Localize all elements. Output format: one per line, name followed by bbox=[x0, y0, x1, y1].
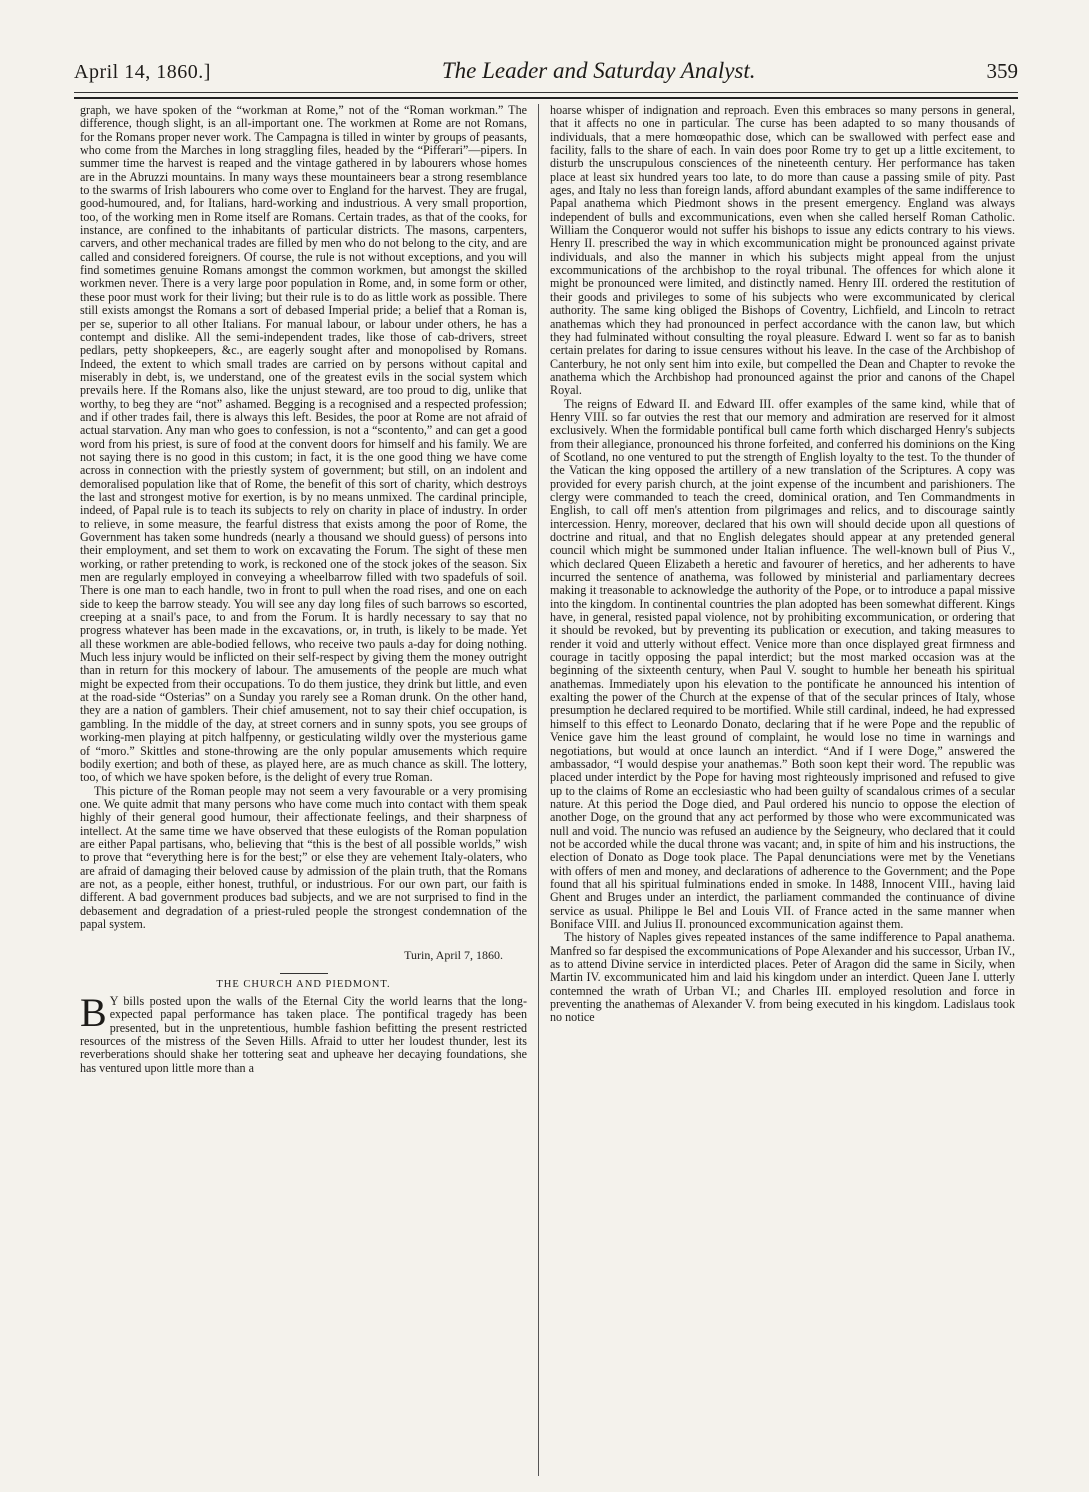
left-column bbox=[80, 104, 527, 1482]
article-paragraph: This picture of the Roman people may not seem a very favourable or a very promising one. We quite admit that many persons who have come much into contact with them speak highly of their general good humour, their affectionate feelings, and their sharpness of intellect. At the same time we have observed that these eulogists of the Roman population are either Papal partisans, who, believing that “this is the best of all possible worlds,” wish to prove that “everything here is for the best;” or else they are vehement Italy-olaters, who are afraid of damaging their beloved cause by admission of the plain truth, that the Romans are not, as a people, either honest, truthful, or industrious. For our own part, our faith is different. A bad government produces bad subjects, and we are not surprised to find in the debasement and degradation of a priest-ruled people the strongest condemnation of the papal system. bbox=[80, 783, 527, 931]
dateline: Turin, April 7, 1860. bbox=[404, 948, 503, 963]
header-rule bbox=[74, 92, 1018, 93]
page-number: 359 bbox=[986, 59, 1018, 83]
issue-date: April 14, 1860.] bbox=[74, 61, 211, 83]
right-column bbox=[550, 104, 1015, 1482]
drop-cap: B bbox=[80, 990, 107, 1035]
article-paragraph: The reigns of Edward II. and Edward III. offer examples of the same kind, while that of Henry VIII. so far outvies the rest that our memory and admiration are reserved for it almost exclusively. When the formidable pontifical bull came forth which discharged Henry's subjects from their allegiance, pronounced his throne forfeited, and conferred his dominions on the King of Scotland, no one ventured to put the strength of English loyalty to the test. To the thunder of the Vatican the king opposed the artillery of a new translation of the Scriptures. A copy was provided for every parish church, at the joint expense of the incumbent and parishioners. The clergy were commanded to teach the creed, dominical oration, and Ten Commandments in English, to call off men's attention from pilgrimages and relics, and to discourage saintly intercession. Henry, moreover, declared that his own will should decide upon all questions of doctrine and ritual, and that no English delegates should appear at any pretended general council which might be summoned under Italian influence. The well-known bull of Pius V., which declared Queen Elizabeth a heretic and favourer of heretics, and her adherents to have incurred the sentence of anathema, was followed by ministerial and parliamentary decrees making it treasonable to acknowledge the authority of the Pope, or to introduce a papal missive into the kingdom. In continental countries the plan adopted has been somewhat different. Kings have, in general, resisted papal violence, not by prohibiting excommunication, or ordering that it should be revoked, but by preventing its publication or execution, and taking measures to render it void and utterly without effect. Venice more than once displayed great firmness and courage in tacitly opposing the papal interdict; but the most marked occasion was at the beginning of the sixteenth century, when Paul V. sought to humble her beneath his spiritual anathemas. Immediately upon his elevation to the pontificate he announced his intention of exalting the power of the Church at the expense of that of the secular princes of Italy, whose presumption he declared required to be mortified. While still cardinal, indeed, he had expressed himself to this effect to Leonardo Donato, declaring that if he were Pope and the republic of Venice gave him the least ground of complaint, he would lose no time in warnings and negotiations, but would at once launch an interdict. “And if I were Doge,” answered the ambassador, “I would despise your anathemas.” Both soon kept their word. The republic was placed under interdict by the Pope for having most righteously imprisoned and refused to give up to the claims of Rome an ecclesiastic who had been guilty of scandalous crimes of a secular nature. At this period the Doge died, and Paul ordered his nuncio to oppose the election of another Doge, on the ground that any act performed by those who were excommunicated was null and void. The nuncio was refused an audience by the Seigneury, who declared that it could not be accorded while the ducal throne was vacant; and, in spite of him and his instructions, the election of Donato as Doge took place. The Papal denunciations were met by the Venetians with offers of men and money, and declarations of adherence to the Government; and the Pope found that all his spiritual fulminations ended in smoke. In 1488, Innocent VIII., having laid Ghent and Bruges under an interdict, the parliament commanded the continuance of divine service as usual. Philippe le Bel and Louis VII. of France acted in the same manner when Boniface VIII. and Julius II. pronounced excommunication against them. bbox=[550, 396, 1015, 931]
section-title: THE CHURCH AND PIEDMONT. bbox=[216, 978, 391, 990]
article-paragraph: hoarse whisper of indignation and reproach. Even this embraces so many persons in general, that it affects no one in particular. The curse has been adapted to so many thousands of individuals, that a mere homœopathic dose, which can be swallowed with perfect ease and facility, falls to the share of each. In vain does poor Rome try to get up a little excitement, to disturb the unscrupulous consciences of the nineteenth century. Her performance has taken place at least six hundred years too late, to do more than cause a passing smile of pity. Past ages, and Italy no less than foreign lands, afford abundant examples of the same indifference to Papal anathema which Piedmont shows in the present emergency. England was always independent of bulls and excommunications, even when she called herself Roman Catholic. William the Conqueror would not suffer his bishops to issue any edicts contrary to his views. Henry II. prescribed the way in which excommunication might be pronounced against private individuals, and also the manner in which his subjects might appeal from the unjust excommunications of the archbishop to the royal tribunal. The offences for which alone it might be pronounced were limited, and distinctly named. Henry III. ordered the restitution of their goods and privileges to some of his subjects who were excommunicated by clerical authority. The same king obliged the Bishops of Coventry, Lichfield, and Lincoln to retract anathemas which they had pronounced in perfect accordance with the canon law, but which they had fulminated without consulting the royal pleasure. Edward I. went so far as to banish certain prelates for daring to issue censures without his leave. In the case of the Archbishop of Canterbury, he not only sent him into exile, but compelled the Dean and Chapter to revoke the anathema which the Archbishop had pronounced against the prior and canons of the Chapel Royal. bbox=[550, 104, 1015, 398]
column-divider bbox=[538, 104, 539, 1476]
section-divider bbox=[280, 973, 328, 974]
article-paragraph: The history of Naples gives repeated instances of the same indifference to Papal anathema. Manfred so far despised the excommunications of Pope Alexander and his successor, Urban IV., as to attend Divine service in interdicted places. Peter of Aragon did the same in Sicily, when Martin IV. excommunicated him and laid his kingdom under an interdict. Queen Jane I. utterly contemned the wrath of Urban VI.; and Charles III. employed resolution and force in preventing the anathemas of Alexander V. from being executed in his kingdom. Ladislaus took no notice bbox=[550, 930, 1015, 1025]
section-paragraph-text: Y bills posted upon the walls of the Eternal City the world learns that the long-expected papal performance has taken place. The pontifical tragedy has been presented, but in the unpretentious, humble fashion befitting the present restricted resources of the mistress of the Seven Hills. Afraid to utter her loudest thunder, lest its reverberations should shake her tottering seat and upheave her decaying foundations, she has ventured upon little more than a bbox=[80, 994, 527, 1075]
page-header bbox=[74, 58, 1018, 90]
article-paragraph: graph, we have spoken of the “workman at Rome,” not of the “Roman workman.” The difference, though slight, is an all-important one. The workmen at Rome are not Romans, for the Romans proper never work. The Campagna is tilled in winter by groups of peasants, who come from the Marches in long straggling files, headed by the “Pifferari”—pipers. In summer time the harvest is reaped and the vintage gathered in by labourers whose homes are in the Abruzzi mountains. In many ways these mountaineers bear a strong resemblance to the swarms of Irish labourers who come over to England for the harvest. They are frugal, good-humoured, and, for Italians, hard-working and industrious. A very small proportion, too, of the working men in Rome itself are Romans. Certain trades, as that of the cooks, for instance, are confined to the inhabitants of particular districts. The masons, carpenters, carvers, and other mechanical trades are filled by men who do not belong to the city, and are called and considered foreigners. Of course, the rule is not without exceptions, and you will find sometimes genuine Romans amongst the common workmen, but amongst the skilled workmen never. There is a very large poor population in Rome, and, in some form or other, these poor must work for their living; but their rule is to do as little work as possible. There still exists amongst the Romans a sort of debased Imperial pride; a belief that a Roman is, per se, superior to all other Italians. For manual labour, or labour under others, he has a contempt and dislike. All the semi-independent trades, like those of cab-drivers, street pedlars, petty shopkeepers, &c., are eagerly sought after and monopolised by Romans. Indeed, the extent to which small trades are carried on by persons without capital and miserably in debt, is, we understand, one of the greatest evils in the social system which prevails here. If the Romans also, like the unjust steward, are too proud to dig, unlike that worthy, to beg they are “not” ashamed. Begging is a recognised and a respected profession; and if other trades fail, there is always this left. Besides, the poor at Rome are not afraid of actual starvation. Any man who goes to confession, is not a “scontento,” and can get a good word from his priest, is sure of food at the convent doors for himself and his family. We are not saying there is no good in this custom; in fact, it is the one good thing we have come across in connection with the priestly system of government; but still, on an indolent and demoralised population like that of Rome, the benefit of this sort of charity, which destroys the last and strongest motive for exertion, is by no means unmixed. The cardinal principle, indeed, of Papal rule is to teach its subjects to rely on charity in place of industry. In order to relieve, in some measure, the fearful distress that exists among the poor of Rome, the Government has taken some hundreds (nearly a thousand we should guess) of persons into their employment, and set them to work on excavating the Forum. The sight of these men working, or rather pretending to work, is reckoned one of the stock jokes of the season. Six men are regularly employed in conveying a wheelbarrow filled with two spadefuls of soil. There is one man to each handle, two in front to pull when the road rises, and one on each side to keep the barrow steady. You will see any day long files of such barrows so escorted, creeping at a snail's pace, to and from the Forum. It is hardly necessary to say that no progress whatever has been made in the excavations, or, in truth, is likely to be made. Yet all these workmen are able-bodied fellows, who receive two pauls a-day for doing nothing. Much less injury would be inflicted on their self-respect by giving them the money outright than in return for this mockery of labour. The amusements of the people are much what might be expected from their occupations. To do them justice, they drink but little, and even at the road-side “Osterias” on a Sunday you rarely see a Roman drunk. On the other hand, they are a nation of gamblers. Their chief amusement, not to say their chief occupation, is gambling. In the middle of the day, at street corners and in sunny spots, you see groups of working-men playing at pitch halfpenny, or gesticulating wildly over the mysterious game of “moro.” Skittles and stone-throwing are the only popular amusements which require bodily exertion; and both of these, as played here, are as much chance as skill. The lottery, too, of which we have spoken before, is the delight of every true Roman. bbox=[80, 104, 527, 785]
section-paragraph bbox=[80, 990, 527, 1075]
publication-title: The Leader and Saturday Analyst. bbox=[441, 58, 756, 83]
header-rule-thick bbox=[74, 97, 1018, 99]
